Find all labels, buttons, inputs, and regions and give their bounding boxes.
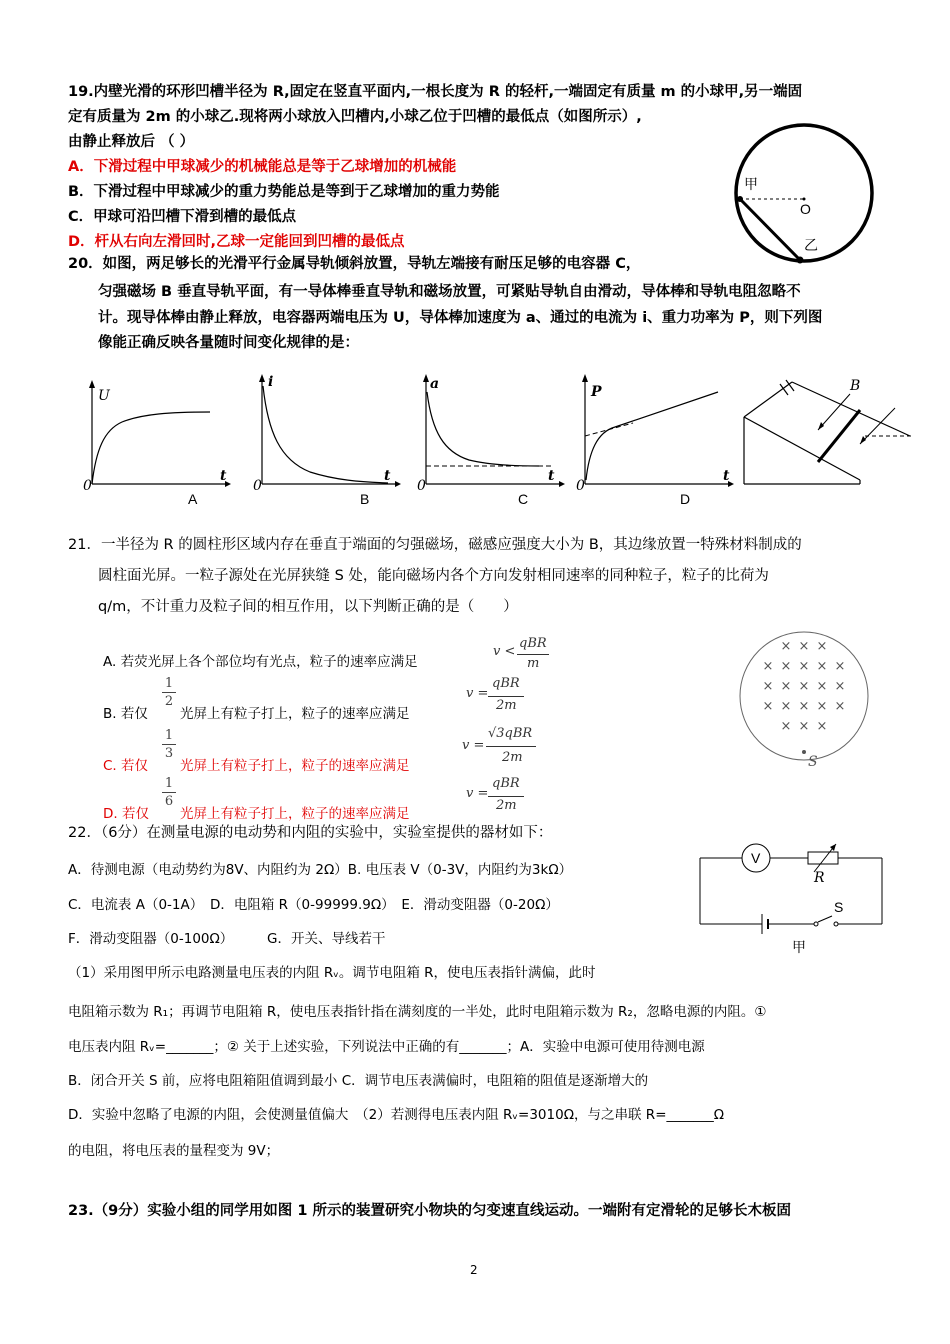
field-x-mark: ×: [762, 679, 774, 694]
q19-option-b: B．下滑过程中甲球减少的重力势能总是等到于乙球增加的重力势能: [68, 184, 500, 200]
q21-fraction-b: 1 2: [162, 676, 176, 709]
q21-line2: 圆柱面光屏。一粒子源处在光屏狭缝 S 处，能向磁场内各个方向发射相同速率的同种粒子，粒子的比荷为: [98, 568, 769, 584]
q19-line2: 定有质量为 2m 的小球乙.现将两小球放入凹槽内,小球乙位于凹槽的最低点（如图所示）,: [68, 109, 642, 125]
svg-text:0: 0: [576, 478, 585, 494]
field-x-mark: ×: [798, 679, 810, 694]
q21-option-b-post: 光屏上有粒子打上，粒子的速率应满足: [180, 706, 410, 722]
slit-label: S: [808, 754, 818, 770]
circuit-caption: 甲: [792, 939, 806, 955]
q22-line5: （1）采用图甲所示电路测量电压表的内阻 Rᵥ。调节电阻箱 R，使电压表指针满偏，此时: [68, 965, 596, 981]
q21-option-c-pre: C. 若仅: [103, 758, 149, 774]
q22-line9: D．实验中忽略了电源的内阻，会使测量值偏大 （2）若测得电压表内阻 Rᵥ=3010Ω，与之串联 R=_______Ω: [68, 1107, 725, 1123]
field-x-mark: ×: [834, 659, 846, 674]
field-x-mark: ×: [798, 699, 810, 714]
svg-text:t: t: [384, 468, 391, 484]
svg-text:0: 0: [83, 478, 92, 494]
q22-line3: C．电流表 A（0-1A） D．电阻箱 R（0-99999.9Ω） E．滑动变阻器（0-20Ω）: [68, 897, 559, 913]
svg-text:P: P: [591, 384, 602, 400]
field-label: B: [850, 378, 861, 394]
svg-text:V: V: [751, 850, 761, 866]
field-x-mark: ×: [780, 679, 792, 694]
q19-option-c: C．甲球可沿凹槽下滑到槽的最低点: [68, 209, 297, 225]
q21-line3: q/m，不计重力及粒子间的相互作用，以下判断正确的是（ ）: [98, 599, 518, 615]
resistor-box: [808, 852, 838, 864]
q20-graph-a: [80, 380, 230, 510]
q22-line4: F．滑动变阻器（0-100Ω） G．开关、导线若干: [68, 931, 386, 947]
q20-graph-d: [573, 372, 733, 510]
q22-line1: 22．（6分）在测量电源的电动势和内阻的实验中，实验室提供的器材如下：: [68, 825, 553, 841]
q21-formula-c: v = √3qBR 2m: [462, 726, 552, 772]
field-arrow: [860, 408, 895, 444]
field-x-mark: ×: [816, 639, 828, 654]
q21-fraction-d: 1 6: [162, 776, 176, 809]
q21-formula-a: v < qBR m: [493, 636, 553, 676]
q21-field-figure: [736, 628, 876, 768]
graph-c-curve: [427, 392, 539, 466]
label-center: O: [800, 201, 811, 217]
q20-graph-c: [414, 372, 564, 510]
q19-line1: 19.内壁光滑的环形凹槽半径为 R,固定在竖直平面内,一根长度为 R 的轻杆,一端固定有质量 m 的小球甲,另一端固: [68, 84, 803, 100]
label-yi: 乙: [804, 237, 818, 253]
svg-text:a: a: [430, 376, 440, 392]
graph-d-curve: [586, 392, 718, 480]
q22-line2: A．待测电源（电动势约为8V、内阻约为 2Ω）B. 电压表 V（0-3V，内阻约为3kΩ）: [68, 862, 573, 878]
field-x-mark: ×: [762, 659, 774, 674]
q20-line4: 像能正确反映各量随时间变化规律的是：: [98, 335, 359, 351]
field-x-mark: ×: [780, 719, 792, 734]
ball-yi: [797, 257, 804, 264]
graph-b-curve: [263, 386, 388, 483]
slit-dot: [802, 750, 806, 754]
q19-ring-figure: [730, 122, 880, 267]
field-x-mark: ×: [816, 719, 828, 734]
q21-option-d-post: 光屏上有粒子打上，粒子的速率应满足: [180, 806, 410, 822]
field-x-mark: ×: [816, 699, 828, 714]
q21-fraction-c: 1 3: [162, 728, 176, 761]
field-x-mark: ×: [798, 639, 810, 654]
graph-a-curve: [92, 412, 210, 484]
q21-option-b-pre: B. 若仅: [103, 706, 148, 722]
conductor-rod: [818, 410, 860, 462]
field-x-mark: ×: [780, 639, 792, 654]
q22-line8: B．闭合开关 S 前，应将电阻箱阻值调到最小 C．调节电压表满偏时，电阻箱的阻值是逐渐增大的: [68, 1073, 649, 1089]
svg-text:t: t: [723, 468, 730, 484]
field-x-mark: ×: [816, 679, 828, 694]
svg-text:U: U: [98, 388, 110, 404]
field-x-mark: ×: [780, 659, 792, 674]
q20-graph-b: [250, 372, 400, 510]
field-x-mark: ×: [780, 699, 792, 714]
q22-circuit-figure: [696, 840, 886, 960]
svg-text:0: 0: [417, 478, 426, 494]
q22-line6: 电阻箱示数为 R₁；再调节电阻箱 R，使电压表指针指在满刻度的一半处，此时电阻箱示数为 R₂，忽略电源的内阻。①: [68, 1004, 767, 1020]
graph-d-caption: D: [680, 491, 691, 507]
graph-c-caption: C: [518, 491, 529, 507]
svg-text:i: i: [268, 374, 274, 390]
q22-line10: 的电阻，将电压表的量程变为 9V；: [68, 1143, 280, 1159]
graph-b-caption: B: [360, 491, 370, 507]
field-x-mark: ×: [762, 699, 774, 714]
label-jia: 甲: [744, 176, 758, 192]
q21-option-a: A. 若荧光屏上各个部位均有光点，粒子的速率应满足: [103, 654, 418, 670]
graph-a-caption: A: [188, 491, 198, 507]
field-x-mark: ×: [834, 699, 846, 714]
svg-text:R: R: [814, 870, 825, 886]
field-x-mark: ×: [816, 659, 828, 674]
q19-line3: 由静止释放后 （ ）: [68, 134, 195, 150]
page-number: 2: [470, 1263, 478, 1277]
switch-blade: [818, 916, 832, 922]
svg-text:0: 0: [253, 478, 262, 494]
q22-line7: 电压表内阻 Rᵥ=_______；② 关于上述实验，下列说法中正确的有_______；A．实验中电源可使用待测电源: [68, 1039, 705, 1055]
q23-line1: 23.（9分）实验小组的同学用如图 1 所示的装置研究小物块的匀变速直线运动。一端附有定滑轮的足够长木板固: [68, 1203, 791, 1219]
q20-line3: 计。现导体棒由静止释放，电容器两端电压为 U，导体棒加速度为 a、通过的电流为 i、重力功率为 P，则下列图: [98, 310, 823, 326]
q21-option-d-pre: D. 若仅: [103, 806, 149, 822]
svg-text:t: t: [548, 468, 555, 484]
q21-formula-b: v = qBR 2m: [466, 676, 536, 720]
field-x-mark: ×: [834, 679, 846, 694]
svg-text:S: S: [834, 899, 844, 915]
ball-jia: [737, 196, 743, 202]
q21-option-c-post: 光屏上有粒子打上，粒子的速率应满足: [180, 758, 410, 774]
svg-text:t: t: [220, 468, 227, 484]
q20-line1: 20．如图，两足够长的光滑平行金属导轨倾斜放置，导轨左端接有耐压足够的电容器 C，: [68, 256, 641, 272]
q20-line2: 匀强磁场 B 垂直导轨平面，有一导体棒垂直导轨和磁场放置，可紧贴导轨自由滑动，导体棒和导轨电阻忽略不: [98, 284, 801, 300]
field-x-mark: ×: [798, 719, 810, 734]
q20-rail-figure: [740, 372, 920, 492]
q21-formula-d: v = qBR 2m: [466, 776, 536, 820]
q19-option-d: D．杆从右向左滑回时,乙球一定能回到凹槽的最低点: [68, 234, 405, 250]
field-x-mark: ×: [798, 659, 810, 674]
q19-option-a: A．下滑过程中甲球减少的机械能总是等于乙球增加的机械能: [68, 159, 457, 175]
q21-line1: 21．一半径为 R 的圆柱形区域内存在垂直于端面的匀强磁场，磁感应强度大小为 B，其边缘放置一特殊材料制成的: [68, 537, 802, 553]
